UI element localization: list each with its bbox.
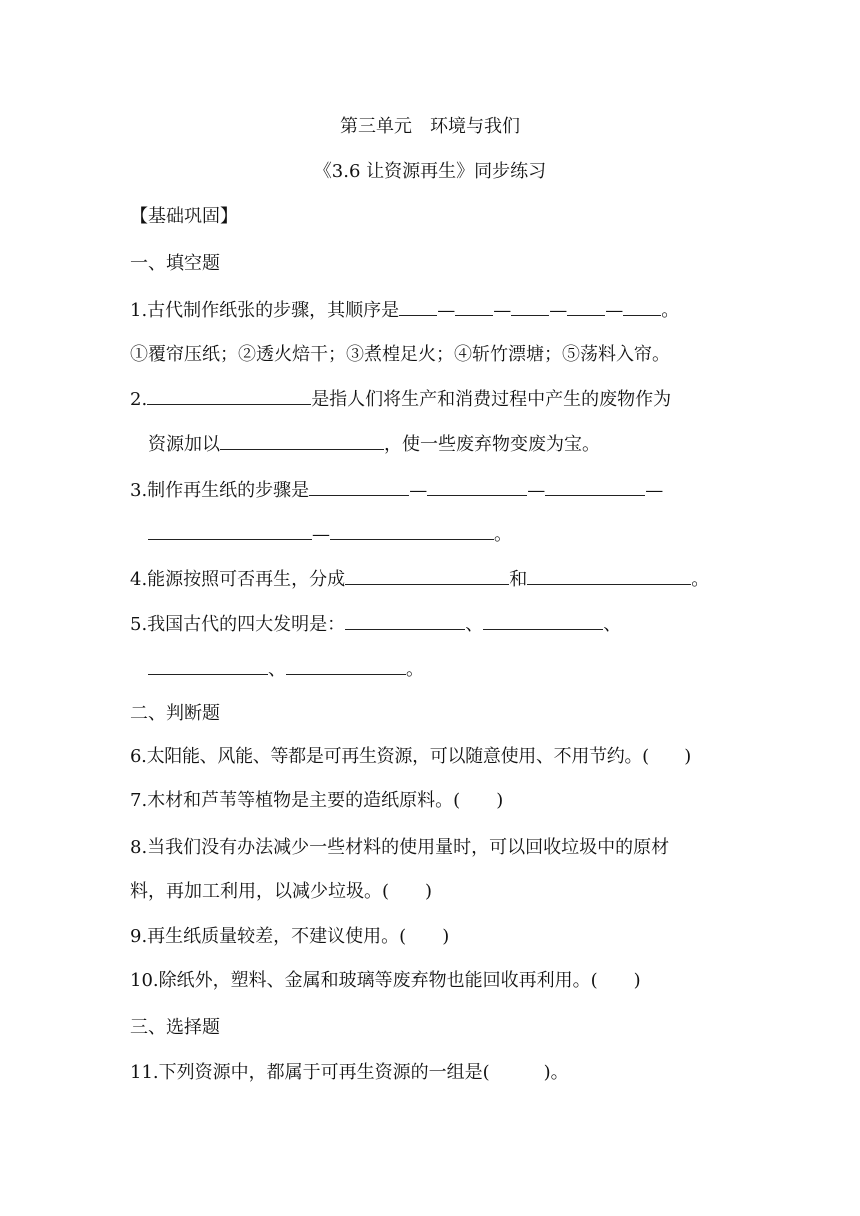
q3-sep: —: [527, 480, 546, 501]
question-2: [130, 386, 671, 412]
question-7: 7.木材和芦苇等植物是主要的造纸原料。( ): [130, 790, 504, 811]
q5-blank-1[interactable]: [345, 611, 465, 630]
q2-num: 2.: [130, 389, 148, 410]
q1-blank-1[interactable]: [399, 297, 437, 316]
question-3-cont: [148, 521, 512, 547]
question-2-cont: [148, 431, 600, 457]
q3-text: 3.制作再生纸的步骤是: [130, 480, 310, 501]
q2-blank-1[interactable]: [147, 386, 311, 405]
q2-blank-2[interactable]: [220, 431, 384, 450]
section-label: 【基础巩固】: [130, 206, 238, 227]
judge-heading: 二、判断题: [130, 703, 220, 724]
question-5: [130, 611, 621, 637]
q3-blank-5[interactable]: [330, 521, 494, 540]
q5-sep: 、: [268, 659, 286, 680]
q4-blank-2[interactable]: [527, 566, 691, 585]
q4-and: 和: [509, 569, 528, 590]
q3-sep: —: [312, 524, 330, 545]
q5-text: 5.我国古代的四大发明是：: [130, 614, 346, 635]
q1-blank-3[interactable]: [511, 297, 549, 316]
choice-heading: 三、选择题: [130, 1017, 220, 1038]
q3-sep: —: [409, 480, 428, 501]
question-8: 8.当我们没有办法减少一些材料的使用量时，可以回收垃圾中的原材: [130, 837, 670, 858]
q2-text: 是指人们将生产和消费过程中产生的废物作为: [311, 389, 672, 410]
unit-title: 第三单元 环境与我们: [340, 116, 520, 137]
q1-sep: —: [437, 300, 456, 321]
q1-blank-5[interactable]: [623, 297, 661, 316]
q3-blank-3[interactable]: [545, 477, 645, 496]
q3-sep: —: [645, 480, 664, 501]
page-title: 《3.6 让资源再生》同步练习: [313, 161, 547, 182]
q1-options: ①覆帘压纸；②透火焙干；③煮楻足火；④斩竹漂塘；⑤荡料入帘。: [130, 344, 670, 365]
question-11: 11.下列资源中，都属于可再生资源的一组是( )。: [130, 1062, 569, 1083]
q2-text-3: ，使一些废弃物变废为宝。: [384, 434, 600, 455]
q1-sep: —: [493, 300, 512, 321]
q4-text: 4.能源按照可否再生，分成: [130, 569, 346, 590]
question-1: [130, 297, 679, 323]
fill-heading: 一、填空题: [130, 253, 220, 274]
q4-blank-1[interactable]: [345, 566, 509, 585]
q5-sep: 、: [603, 614, 622, 635]
question-9: 9.再生纸质量较差，不建议使用。( ): [130, 926, 450, 947]
q1-sep: —: [605, 300, 624, 321]
q1-blank-4[interactable]: [567, 297, 605, 316]
q1-blank-2[interactable]: [455, 297, 493, 316]
q5-sep: 、: [465, 614, 484, 635]
q4-end: 。: [691, 569, 710, 590]
q5-end: 。: [406, 659, 424, 680]
q3-blank-4[interactable]: [148, 521, 312, 540]
q5-blank-3[interactable]: [148, 656, 268, 675]
q1-end: 。: [661, 300, 680, 321]
q5-blank-2[interactable]: [483, 611, 603, 630]
q5-blank-4[interactable]: [286, 656, 406, 675]
question-3: [130, 477, 663, 503]
q3-end: 。: [494, 524, 512, 545]
q1-sep: —: [549, 300, 568, 321]
q3-blank-1[interactable]: [309, 477, 409, 496]
q1-text: 1.古代制作纸张的步骤，其顺序是: [130, 300, 400, 321]
question-8-cont: 料，再加工利用，以减少垃圾。( ): [130, 881, 433, 902]
q2-text-2: 资源加以: [148, 434, 220, 455]
question-10: 10.除纸外，塑料、金属和玻璃等废弃物也能回收再利用。( ): [130, 970, 641, 991]
question-5-cont: [148, 656, 424, 682]
q3-blank-2[interactable]: [427, 477, 527, 496]
question-6: 6.太阳能、风能、等都是可再生资源，可以随意使用、不用节约。( ): [130, 746, 692, 767]
question-4: [130, 566, 709, 592]
